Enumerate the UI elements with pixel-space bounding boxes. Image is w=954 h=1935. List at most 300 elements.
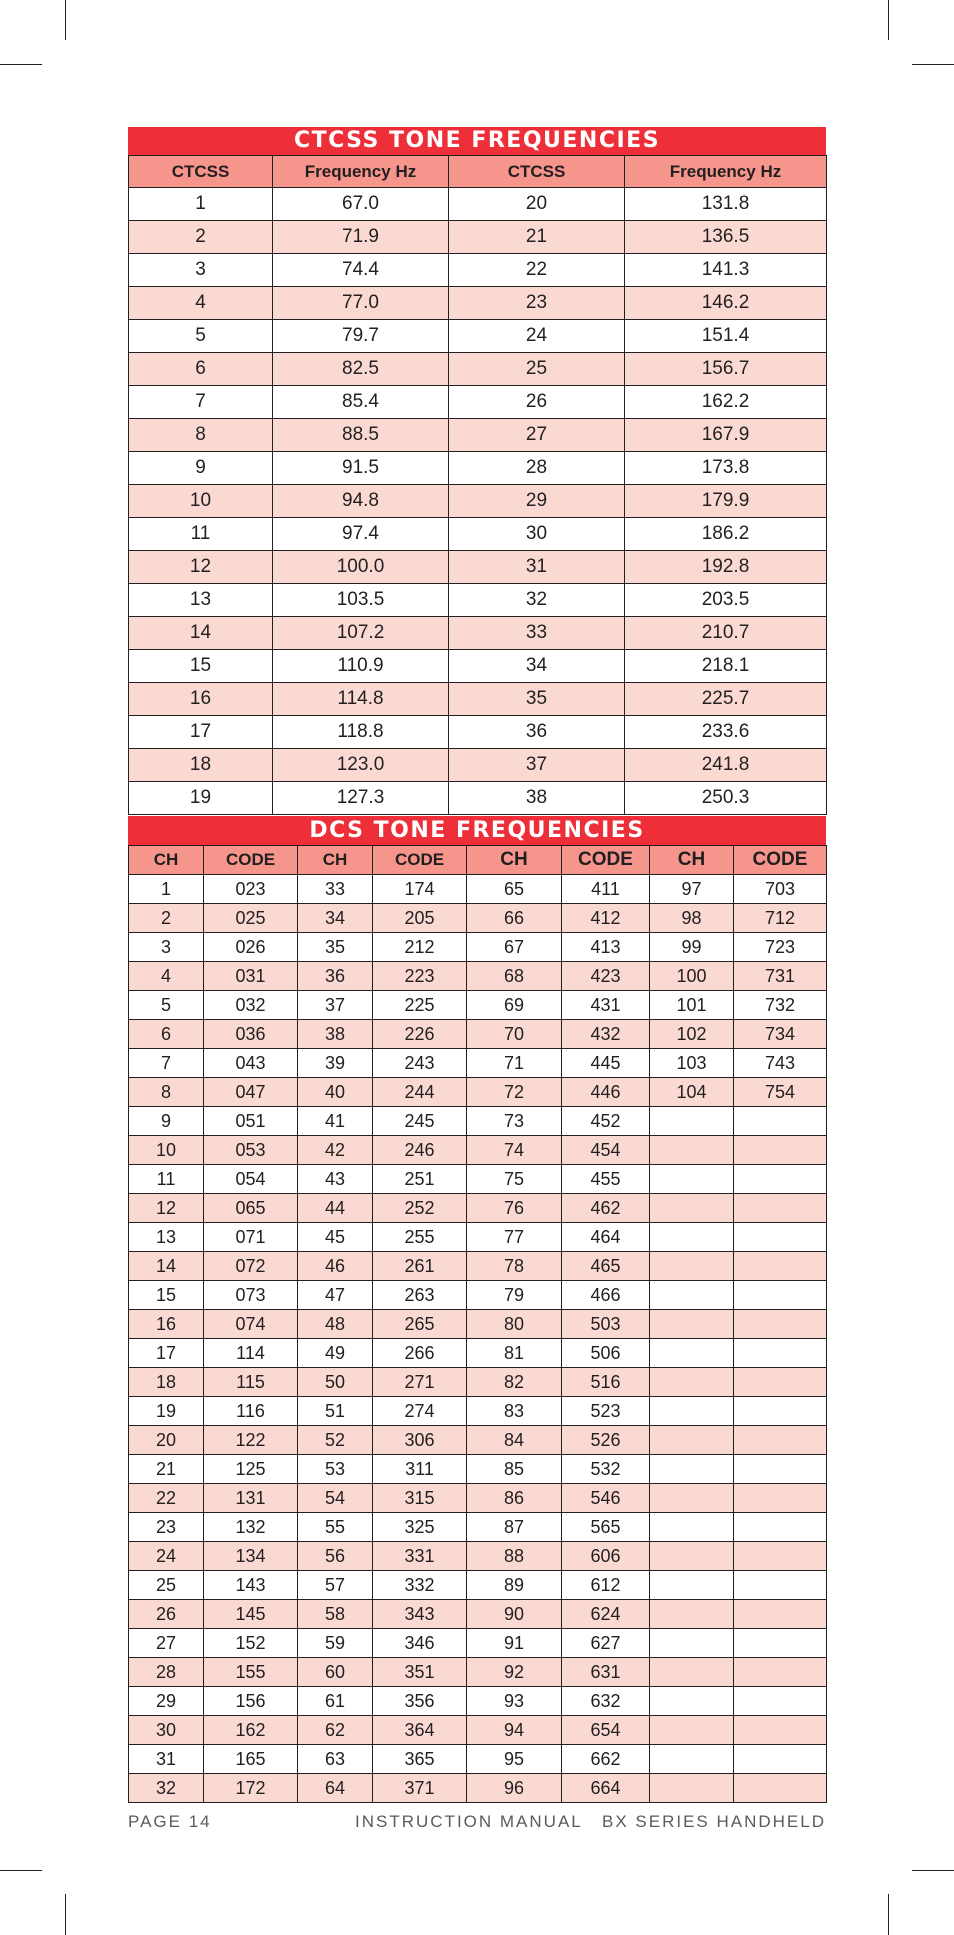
- dcs-table-cell: 58: [298, 1600, 373, 1629]
- page-footer: [128, 1812, 826, 1834]
- dcs-table-cell: 162: [204, 1716, 298, 1745]
- dcs-table-cell: [734, 1687, 827, 1716]
- dcs-table-cell: [734, 1658, 827, 1687]
- dcs-table-cell: 75: [467, 1165, 562, 1194]
- footer-page-number: PAGE 14: [128, 1812, 212, 1831]
- dcs-table-cell: 246: [373, 1136, 467, 1165]
- dcs-table-row: [129, 904, 827, 933]
- ctcss-table-cell: 10: [129, 485, 273, 518]
- dcs-table-cell: [650, 1107, 734, 1136]
- dcs-table-cell: 30: [129, 1716, 204, 1745]
- dcs-table-cell: [734, 1339, 827, 1368]
- dcs-table-cell: 255: [373, 1223, 467, 1252]
- dcs-table-cell: 251: [373, 1165, 467, 1194]
- dcs-table-cell: 4: [129, 962, 204, 991]
- dcs-table-cell: 156: [204, 1687, 298, 1716]
- ctcss-table-cell: 162.2: [625, 386, 827, 419]
- ctcss-table-row: [129, 287, 827, 320]
- dcs-table-cell: [650, 1368, 734, 1397]
- ctcss-table-cell: 25: [449, 353, 625, 386]
- dcs-table-cell: [734, 1426, 827, 1455]
- dcs-table-row: [129, 1658, 827, 1687]
- dcs-table-row: [129, 1571, 827, 1600]
- ctcss-table-row: [129, 320, 827, 353]
- dcs-table-cell: 55: [298, 1513, 373, 1542]
- ctcss-table-cell: 26: [449, 386, 625, 419]
- dcs-table-cell: 114: [204, 1339, 298, 1368]
- dcs-table-cell: 70: [467, 1020, 562, 1049]
- ctcss-table-cell: 167.9: [625, 419, 827, 452]
- dcs-table-cell: 41: [298, 1107, 373, 1136]
- dcs-table-row: [129, 1774, 827, 1803]
- dcs-table-cell: 24: [129, 1542, 204, 1571]
- dcs-table-cell: 68: [467, 962, 562, 991]
- dcs-table-cell: 40: [298, 1078, 373, 1107]
- dcs-table-cell: 13: [129, 1223, 204, 1252]
- dcs-table-cell: 245: [373, 1107, 467, 1136]
- dcs-table-cell: 59: [298, 1629, 373, 1658]
- dcs-table-cell: [650, 1165, 734, 1194]
- dcs-table-cell: 074: [204, 1310, 298, 1339]
- dcs-table-cell: 17: [129, 1339, 204, 1368]
- ctcss-table-cell: 82.5: [273, 353, 449, 386]
- dcs-table-cell: 432: [562, 1020, 650, 1049]
- ctcss-table-cell: 91.5: [273, 452, 449, 485]
- ctcss-table-cell: 67.0: [273, 188, 449, 221]
- dcs-table-cell: 516: [562, 1368, 650, 1397]
- ctcss-table-cell: 103.5: [273, 584, 449, 617]
- dcs-table-cell: [734, 1368, 827, 1397]
- dcs-table-cell: 071: [204, 1223, 298, 1252]
- dcs-table-cell: [734, 1716, 827, 1745]
- dcs-table-cell: 365: [373, 1745, 467, 1774]
- dcs-table-cell: 22: [129, 1484, 204, 1513]
- dcs-table-row: [129, 1716, 827, 1745]
- dcs-table-cell: 91: [467, 1629, 562, 1658]
- dcs-table-cell: 66: [467, 904, 562, 933]
- dcs-header-cell: CODE: [734, 846, 827, 875]
- ctcss-table-cell: 31: [449, 551, 625, 584]
- dcs-table-row: [129, 1455, 827, 1484]
- dcs-table-cell: 065: [204, 1194, 298, 1223]
- dcs-table-cell: 205: [373, 904, 467, 933]
- dcs-table-cell: 226: [373, 1020, 467, 1049]
- ctcss-table-cell: 114.8: [273, 683, 449, 716]
- dcs-table-cell: 412: [562, 904, 650, 933]
- dcs-header-cell: CH: [650, 846, 734, 875]
- crop-mark: [65, 0, 66, 40]
- ctcss-table-cell: 225.7: [625, 683, 827, 716]
- ctcss-table-cell: 2: [129, 221, 273, 254]
- dcs-table-cell: 69: [467, 991, 562, 1020]
- dcs-table-row: [129, 1252, 827, 1281]
- dcs-table-cell: 023: [204, 875, 298, 904]
- dcs-table-cell: 452: [562, 1107, 650, 1136]
- dcs-table-cell: 77: [467, 1223, 562, 1252]
- dcs-table-cell: 54: [298, 1484, 373, 1513]
- dcs-table-cell: 82: [467, 1368, 562, 1397]
- dcs-table-cell: 043: [204, 1049, 298, 1078]
- dcs-table-cell: 2: [129, 904, 204, 933]
- dcs-table-cell: [734, 1310, 827, 1339]
- dcs-table-cell: [650, 1194, 734, 1223]
- crop-mark: [65, 1894, 66, 1935]
- ctcss-table-cell: 16: [129, 683, 273, 716]
- dcs-table-cell: 343: [373, 1600, 467, 1629]
- dcs-table-cell: 732: [734, 991, 827, 1020]
- dcs-table-row: [129, 1426, 827, 1455]
- ctcss-table-cell: 11: [129, 518, 273, 551]
- dcs-table-cell: 413: [562, 933, 650, 962]
- dcs-table-cell: 032: [204, 991, 298, 1020]
- dcs-table-cell: 61: [298, 1687, 373, 1716]
- ctcss-table-cell: 7: [129, 386, 273, 419]
- ctcss-table-row: [129, 518, 827, 551]
- dcs-table-row: [129, 1629, 827, 1658]
- dcs-table-cell: 38: [298, 1020, 373, 1049]
- dcs-table-cell: 27: [129, 1629, 204, 1658]
- dcs-table-cell: 252: [373, 1194, 467, 1223]
- dcs-header-cell: CODE: [373, 846, 467, 875]
- ctcss-table-cell: 127.3: [273, 782, 449, 815]
- dcs-table-cell: 71: [467, 1049, 562, 1078]
- dcs-table-cell: 81: [467, 1339, 562, 1368]
- dcs-table-cell: 8: [129, 1078, 204, 1107]
- dcs-table-cell: [650, 1252, 734, 1281]
- ctcss-table-cell: 151.4: [625, 320, 827, 353]
- dcs-table-cell: 122: [204, 1426, 298, 1455]
- dcs-table-cell: 62: [298, 1716, 373, 1745]
- ctcss-table-cell: 94.8: [273, 485, 449, 518]
- dcs-table-cell: 466: [562, 1281, 650, 1310]
- dcs-table-cell: 31: [129, 1745, 204, 1774]
- dcs-table-row: [129, 933, 827, 962]
- ctcss-table-cell: 27: [449, 419, 625, 452]
- ctcss-table-cell: 250.3: [625, 782, 827, 815]
- dcs-table-cell: 271: [373, 1368, 467, 1397]
- dcs-table-cell: 631: [562, 1658, 650, 1687]
- dcs-table-cell: 37: [298, 991, 373, 1020]
- dcs-table-cell: [734, 1484, 827, 1513]
- dcs-table-cell: 244: [373, 1078, 467, 1107]
- ctcss-table-cell: 14: [129, 617, 273, 650]
- ctcss-table-cell: 22: [449, 254, 625, 287]
- ctcss-header-cell: CTCSS: [449, 156, 625, 188]
- dcs-table-cell: [650, 1513, 734, 1542]
- ctcss-table-row: [129, 650, 827, 683]
- dcs-table-cell: 10: [129, 1136, 204, 1165]
- dcs-table-cell: 47: [298, 1281, 373, 1310]
- ctcss-table-cell: 18: [129, 749, 273, 782]
- ctcss-table-cell: 36: [449, 716, 625, 749]
- dcs-table-cell: 16: [129, 1310, 204, 1339]
- dcs-table-cell: 57: [298, 1571, 373, 1600]
- dcs-table-cell: 025: [204, 904, 298, 933]
- ctcss-table-row: [129, 386, 827, 419]
- dcs-table-cell: 263: [373, 1281, 467, 1310]
- ctcss-table-cell: 173.8: [625, 452, 827, 485]
- ctcss-table-cell: 24: [449, 320, 625, 353]
- dcs-table-cell: 465: [562, 1252, 650, 1281]
- dcs-table-cell: 754: [734, 1078, 827, 1107]
- footer-center-title: INSTRUCTION MANUAL: [355, 1812, 583, 1831]
- dcs-header-cell: CODE: [562, 846, 650, 875]
- dcs-table-cell: 723: [734, 933, 827, 962]
- dcs-table-cell: 60: [298, 1658, 373, 1687]
- dcs-table-cell: 346: [373, 1629, 467, 1658]
- ctcss-table-cell: 210.7: [625, 617, 827, 650]
- dcs-table-cell: 243: [373, 1049, 467, 1078]
- ctcss-table-cell: 29: [449, 485, 625, 518]
- ctcss-table-cell: 4: [129, 287, 273, 320]
- dcs-table-cell: 100: [650, 962, 734, 991]
- dcs-table-cell: 053: [204, 1136, 298, 1165]
- ctcss-table-cell: 37: [449, 749, 625, 782]
- dcs-table: [128, 845, 827, 1803]
- ctcss-table-cell: 5: [129, 320, 273, 353]
- dcs-table-cell: 143: [204, 1571, 298, 1600]
- dcs-table-cell: 72: [467, 1078, 562, 1107]
- dcs-table-cell: 712: [734, 904, 827, 933]
- dcs-table-cell: 97: [650, 875, 734, 904]
- ctcss-table-cell: 186.2: [625, 518, 827, 551]
- dcs-table-cell: 155: [204, 1658, 298, 1687]
- ctcss-table-cell: 17: [129, 716, 273, 749]
- ctcss-table-row: [129, 782, 827, 815]
- ctcss-header-cell: CTCSS: [129, 156, 273, 188]
- dcs-table-cell: 265: [373, 1310, 467, 1339]
- dcs-table-row: [129, 1745, 827, 1774]
- dcs-table-cell: 454: [562, 1136, 650, 1165]
- dcs-table-cell: 116: [204, 1397, 298, 1426]
- ctcss-table-cell: 141.3: [625, 254, 827, 287]
- crop-mark: [0, 64, 42, 65]
- dcs-table-cell: 52: [298, 1426, 373, 1455]
- footer-right-title: BX SERIES HANDHELD: [602, 1812, 826, 1831]
- dcs-table-cell: 411: [562, 875, 650, 904]
- dcs-table-cell: 39: [298, 1049, 373, 1078]
- ctcss-table-row: [129, 419, 827, 452]
- dcs-table-cell: 64: [298, 1774, 373, 1803]
- ctcss-table-cell: 192.8: [625, 551, 827, 584]
- ctcss-table: [128, 155, 827, 815]
- dcs-table-row: [129, 962, 827, 991]
- dcs-table-cell: 036: [204, 1020, 298, 1049]
- dcs-table-cell: [650, 1600, 734, 1629]
- ctcss-table-row: [129, 254, 827, 287]
- dcs-table-cell: [650, 1136, 734, 1165]
- dcs-header-cell: CH: [467, 846, 562, 875]
- dcs-table-cell: 546: [562, 1484, 650, 1513]
- dcs-table-cell: [734, 1600, 827, 1629]
- dcs-table-row: [129, 1513, 827, 1542]
- dcs-table-cell: 18: [129, 1368, 204, 1397]
- ctcss-table-cell: 20: [449, 188, 625, 221]
- dcs-header-cell: CH: [298, 846, 373, 875]
- dcs-table-cell: 212: [373, 933, 467, 962]
- crop-mark: [0, 1870, 42, 1871]
- dcs-table-row: [129, 1136, 827, 1165]
- ctcss-table-row: [129, 551, 827, 584]
- ctcss-table-cell: 88.5: [273, 419, 449, 452]
- ctcss-table-cell: 12: [129, 551, 273, 584]
- ctcss-table-cell: 233.6: [625, 716, 827, 749]
- ctcss-table-cell: 8: [129, 419, 273, 452]
- dcs-table-cell: 89: [467, 1571, 562, 1600]
- dcs-table-cell: 63: [298, 1745, 373, 1774]
- dcs-table-cell: 031: [204, 962, 298, 991]
- dcs-table-cell: 132: [204, 1513, 298, 1542]
- dcs-table-cell: [650, 1716, 734, 1745]
- dcs-table-cell: [650, 1629, 734, 1658]
- dcs-table-row: [129, 1165, 827, 1194]
- crop-mark: [912, 64, 954, 65]
- ctcss-table-row: [129, 452, 827, 485]
- dcs-table-cell: 44: [298, 1194, 373, 1223]
- dcs-table-cell: 78: [467, 1252, 562, 1281]
- dcs-section: [128, 816, 826, 1803]
- ctcss-table-row: [129, 617, 827, 650]
- dcs-table-cell: 23: [129, 1513, 204, 1542]
- dcs-table-cell: 53: [298, 1455, 373, 1484]
- dcs-table-cell: 88: [467, 1542, 562, 1571]
- dcs-table-cell: 612: [562, 1571, 650, 1600]
- dcs-table-cell: 073: [204, 1281, 298, 1310]
- dcs-table-cell: 172: [204, 1774, 298, 1803]
- dcs-table-cell: 101: [650, 991, 734, 1020]
- dcs-table-cell: 174: [373, 875, 467, 904]
- ctcss-table-cell: 19: [129, 782, 273, 815]
- dcs-table-row: [129, 1542, 827, 1571]
- dcs-table-cell: 423: [562, 962, 650, 991]
- dcs-table-cell: 32: [129, 1774, 204, 1803]
- dcs-table-cell: 73: [467, 1107, 562, 1136]
- dcs-table-cell: 306: [373, 1426, 467, 1455]
- ctcss-table-row: [129, 683, 827, 716]
- dcs-table-cell: [650, 1542, 734, 1571]
- dcs-table-cell: [734, 1774, 827, 1803]
- dcs-table-cell: 25: [129, 1571, 204, 1600]
- dcs-table-row: [129, 1223, 827, 1252]
- ctcss-table-row: [129, 584, 827, 617]
- ctcss-section: [128, 127, 826, 815]
- dcs-table-cell: 49: [298, 1339, 373, 1368]
- dcs-table-cell: [650, 1223, 734, 1252]
- dcs-table-cell: 20: [129, 1426, 204, 1455]
- dcs-table-cell: 74: [467, 1136, 562, 1165]
- ctcss-table-row: [129, 188, 827, 221]
- dcs-table-cell: 311: [373, 1455, 467, 1484]
- dcs-table-row: [129, 1687, 827, 1716]
- ctcss-table-cell: 156.7: [625, 353, 827, 386]
- dcs-table-cell: 047: [204, 1078, 298, 1107]
- dcs-table-cell: 072: [204, 1252, 298, 1281]
- ctcss-header-cell: Frequency Hz: [625, 156, 827, 188]
- ctcss-table-row: [129, 485, 827, 518]
- ctcss-table-cell: 179.9: [625, 485, 827, 518]
- dcs-table-cell: 662: [562, 1745, 650, 1774]
- ctcss-table-cell: 6: [129, 353, 273, 386]
- ctcss-table-cell: 123.0: [273, 749, 449, 782]
- dcs-table-cell: 92: [467, 1658, 562, 1687]
- dcs-table-cell: [650, 1484, 734, 1513]
- ctcss-table-cell: 74.4: [273, 254, 449, 287]
- dcs-table-cell: [734, 1107, 827, 1136]
- ctcss-header-row: [129, 156, 827, 188]
- dcs-table-cell: 506: [562, 1339, 650, 1368]
- dcs-table-cell: 90: [467, 1600, 562, 1629]
- dcs-table-cell: 46: [298, 1252, 373, 1281]
- dcs-table-row: [129, 875, 827, 904]
- dcs-table-cell: 33: [298, 875, 373, 904]
- dcs-table-cell: 80: [467, 1310, 562, 1339]
- dcs-table-cell: [734, 1136, 827, 1165]
- dcs-table-cell: 364: [373, 1716, 467, 1745]
- dcs-table-cell: 225: [373, 991, 467, 1020]
- dcs-table-cell: [650, 1339, 734, 1368]
- ctcss-table-cell: 110.9: [273, 650, 449, 683]
- ctcss-table-cell: 30: [449, 518, 625, 551]
- dcs-table-cell: 94: [467, 1716, 562, 1745]
- dcs-table-cell: 145: [204, 1600, 298, 1629]
- dcs-table-row: [129, 1339, 827, 1368]
- dcs-table-cell: 56: [298, 1542, 373, 1571]
- ctcss-title: CTCSS TONE FREQUENCIES: [128, 127, 826, 155]
- dcs-table-cell: 632: [562, 1687, 650, 1716]
- dcs-table-cell: 532: [562, 1455, 650, 1484]
- dcs-table-cell: 445: [562, 1049, 650, 1078]
- dcs-table-cell: 624: [562, 1600, 650, 1629]
- dcs-table-cell: 325: [373, 1513, 467, 1542]
- dcs-table-cell: 115: [204, 1368, 298, 1397]
- ctcss-table-cell: 79.7: [273, 320, 449, 353]
- ctcss-table-cell: 21: [449, 221, 625, 254]
- dcs-table-cell: 65: [467, 875, 562, 904]
- dcs-table-cell: 102: [650, 1020, 734, 1049]
- dcs-table-cell: [734, 1223, 827, 1252]
- dcs-table-cell: 95: [467, 1745, 562, 1774]
- dcs-table-cell: 331: [373, 1542, 467, 1571]
- ctcss-table-cell: 23: [449, 287, 625, 320]
- dcs-table-cell: 9: [129, 1107, 204, 1136]
- dcs-table-cell: 261: [373, 1252, 467, 1281]
- crop-mark: [888, 0, 889, 40]
- ctcss-table-cell: 13: [129, 584, 273, 617]
- dcs-table-row: [129, 1107, 827, 1136]
- dcs-table-cell: 7: [129, 1049, 204, 1078]
- dcs-table-cell: 131: [204, 1484, 298, 1513]
- dcs-table-cell: 371: [373, 1774, 467, 1803]
- dcs-table-cell: 315: [373, 1484, 467, 1513]
- dcs-table-cell: 627: [562, 1629, 650, 1658]
- ctcss-table-row: [129, 716, 827, 749]
- dcs-table-cell: 42: [298, 1136, 373, 1165]
- crop-mark: [888, 1894, 889, 1935]
- dcs-table-cell: [734, 1629, 827, 1658]
- dcs-table-cell: 26: [129, 1600, 204, 1629]
- dcs-table-cell: 79: [467, 1281, 562, 1310]
- dcs-table-cell: 523: [562, 1397, 650, 1426]
- dcs-table-cell: 51: [298, 1397, 373, 1426]
- ctcss-table-cell: 28: [449, 452, 625, 485]
- dcs-table-cell: 503: [562, 1310, 650, 1339]
- dcs-table-row: [129, 1078, 827, 1107]
- dcs-table-cell: 734: [734, 1020, 827, 1049]
- dcs-title: DCS TONE FREQUENCIES: [128, 816, 826, 845]
- dcs-table-cell: 356: [373, 1687, 467, 1716]
- ctcss-table-cell: 32: [449, 584, 625, 617]
- dcs-table-cell: 152: [204, 1629, 298, 1658]
